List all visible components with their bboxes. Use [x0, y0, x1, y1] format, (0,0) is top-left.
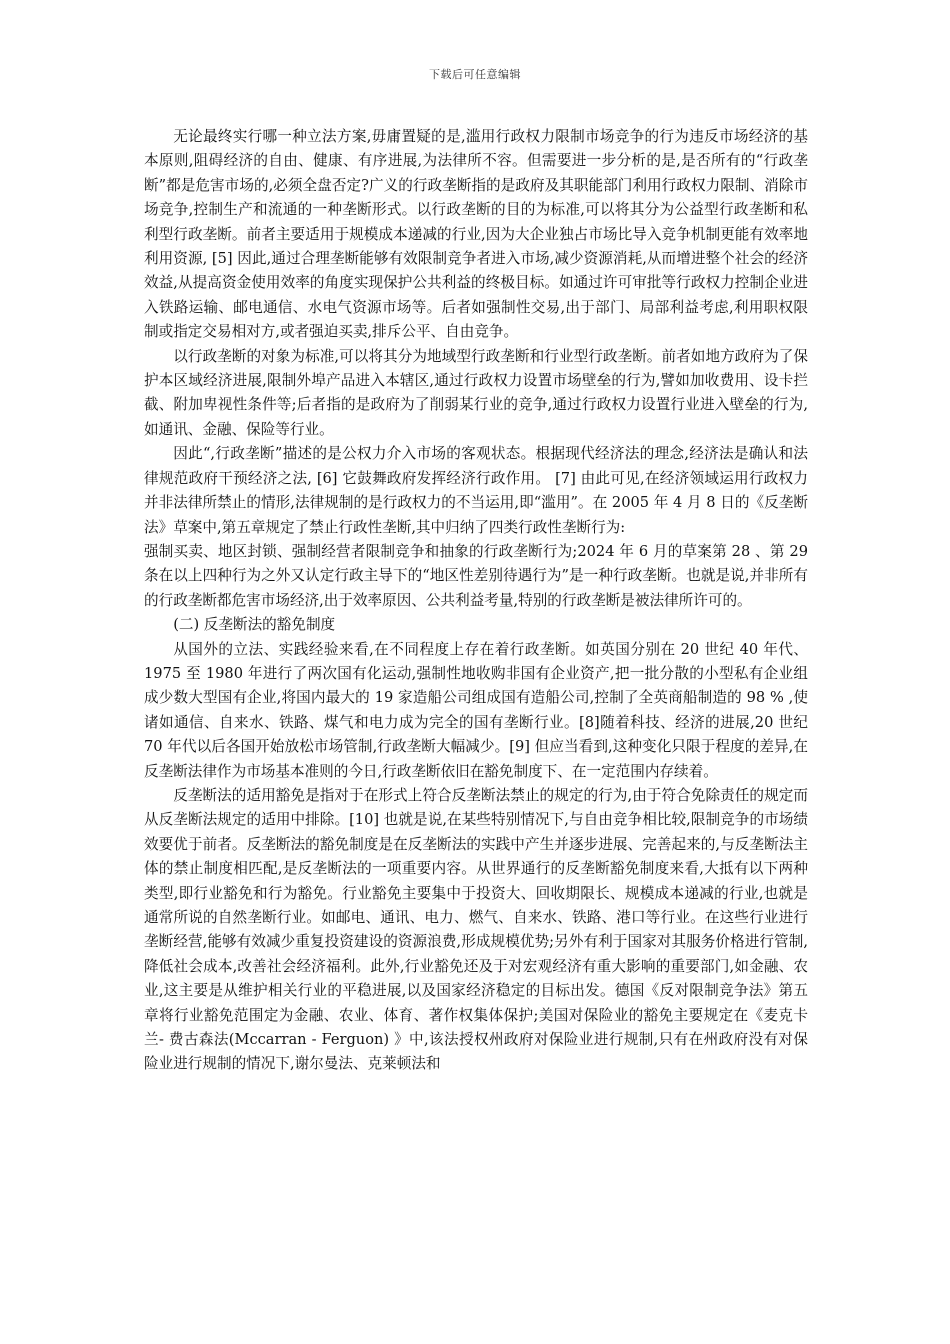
- page-header: 下载后可任意编辑: [429, 68, 521, 81]
- paragraph: 无论最终实行哪一种立法方案,毋庸置疑的是,滥用行政权力限制市场竞争的行为违反市场经济的基本原则,阻碍经济的自由、健康、有序进展,为法律所不容。但需要进一步分析的是,是否所有的“行政垄断”都是危害市场的,必须全盘否定?广义的行政垄断指的是政府及其职能部门利用行政权力限制、消除市场竞争,控制生产和流通的一种垄断形式。以行政垄断的目的为标准,可以将其分为公益型行政垄断和私利型行政垄断。前者主要适用于规模成本递减的行业,因为大企业独占市场比导入竞争机制更能有效率地利用资源, [5] 因此,通过合理垄断能够有效限制竞争者进入市场,减少资源消耗,从而增进整个社会的经济效益,从提高资金使用效率的角度实现保护公共利益的终极目标。如通过许可审批等行政权力控制企业进入铁路运输、邮电通信、水电气资源市场等。后者如强制性交易,出于部门、局部利益考虑,利用职权限制或指定交易相对方,或者强迫买卖,排斥公平、自由竞争。: [144, 128, 808, 341]
- document-body: [144, 125, 808, 1077]
- section-heading: (二) 反垄断法的豁免制度: [173, 616, 336, 634]
- paragraph: 反垄断法的适用豁免是指对于在形式上符合反垄断法禁止的规定的行为,由于符合免除责任的规定而从反垄断法规定的适用中排除。[10] 也就是说,在某些特别情况下,与自由竞争相比较,限制竞争的市场绩效要优于前者。反垄断法的豁免制度是在反垄断法的实践中产生并逐步进展、完善起来的,与反垄断法主体的禁止制度相匹配,是反垄断法的一项重要内容。从世界通行的反垄断豁免制度来看,大抵有以下两种类型,即行业豁免和行为豁免。行业豁免主要集中于投资大、回收期限长、规模成本递减的行业,也就是通常所说的自然垄断行业。如邮电、通讯、电力、燃气、自来水、铁路、港口等行业。在这些行业进行垄断经营,能够有效减少重复投资建设的资源浪费,形成规模优势;另外有利于国家对其服务价格进行管制,降低社会成本,改善社会经济福利。此外,行业豁免还及于对宏观经济有重大影响的重要部门,如金融、农业,这主要是从维护相关行业的平稳进展,以及国家经济稳定的目标出发。德国《反对限制竞争法》第五章将行业豁免范围定为金融、农业、体育、著作权集体保护;美国对保险业的豁免主要规定在《麦克卡兰- 费古森法(Mccarran - Ferguon) 》中,该法授权州政府对保险业进行规制,只有在州政府没有对保险业进行规制的情况下,谢尔曼法、克莱顿法和: [144, 786, 808, 1073]
- paragraph: 以行政垄断的对象为标准,可以将其分为地域型行政垄断和行业型行政垄断。前者如地方政府为了保护本区域经济进展,限制外埠产品进入本辖区,通过行政权力设置市场壁垒的行为,譬如加收费用、设卡拦截、附加卑视性条件等;后者指的是政府为了削弱某行业的竞争,通过行政权力设置行业进入壁垒的行为,如通讯、金融、保险等行业。: [144, 347, 808, 438]
- paragraph: 强制买卖、地区封锁、强制经营者限制竞争和抽象的行政垄断行为;2024 年 6 月的草案第 28 、第 29 条在以上四种行为之外又认定行政主导下的“地区性差别待遇行为”是一种行政垄断。也就是说,并非所有的行政垄断都危害市场经济,出于效率原因、公共利益考量,特别的行政垄断是被法律所许可的。: [144, 542, 808, 609]
- paragraph: 从国外的立法、实践经验来看,在不同程度上存在着行政垄断。如英国分别在 20 世纪 40 年代、1975 至 1980 年进行了两次国有化运动,强制性地收购非国有企业资产,把一批分散的小型私有企业组成少数大型国有企业,将国内最大的 19 家造船公司组成国有造船公司,控制了全英商船制造的 98 % ,使诸如通信、自来水、铁路、煤气和电力成为完全的国有垄断行业。[8]随着科技、经济的进展,20 世纪 70 年代以后各国开始放松市场管制,行政垄断大幅减少。[9] 但应当看到,这种变化只限于程度的差异,在反垄断法律作为市场基本准则的今日,行政垄断依旧在豁免制度下、在一定范围内存续着。: [144, 640, 808, 780]
- paragraph: 因此“,行政垄断”描述的是公权力介入市场的客观状态。根据现代经济法的理念,经济法是确认和法律规范政府干预经济之法, [6] 它鼓舞政府发挥经济行政作用。 [7] 由此可见,在经济领域运用行政权力并非法律所禁止的情形,法律规制的是行政权力的不当运用,即“滥用”。在 2005 年 4 月 8 日的《反垄断法》草案中,第五章规定了禁止行政性垄断,其中归纳了四类行政性垄断行为:: [144, 445, 808, 536]
